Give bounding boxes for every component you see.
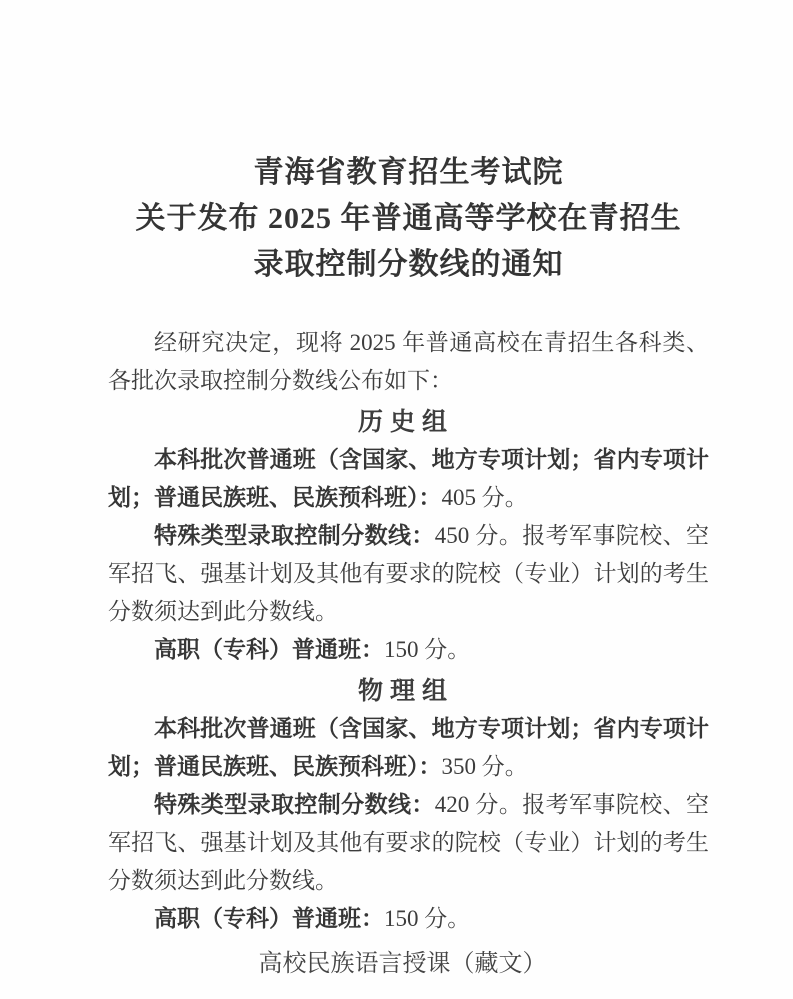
physics-special-score: 420 分。报考军事院校、空军招飞、强基计划及其他有要求的院校（专业）计划的考生分数须达到此分数线。 (108, 792, 710, 893)
history-benke-label: 本科批次普通班（含国家、地方专项计划；省内专项计划；普通民族班、民族预科班）： (108, 447, 709, 510)
physics-special-label: 特殊类型录取控制分数线： (154, 792, 435, 817)
history-gaozhi-label: 高职（专科）普通班： (154, 637, 384, 662)
history-gaozhi-paragraph (108, 631, 709, 669)
section-heading-physics: 物 理 组 (358, 677, 447, 705)
physics-special-paragraph (108, 786, 709, 900)
physics-benke-label: 本科批次普通班（含国家、地方专项计划；省内专项计划；普通民族班、民族预科班）： (108, 716, 709, 779)
history-gaozhi-score: 150 分。 (384, 637, 471, 662)
title-line-2: 关于发布 2025 年普通高等学校在青招生 (135, 202, 682, 235)
physics-benke-paragraph (108, 710, 709, 786)
physics-gaozhi-label: 高职（专科）普通班： (154, 906, 384, 931)
history-benke-score: 405 分。 (441, 485, 528, 510)
intro-paragraph: 经研究决定，现将 2025 年普通高校在青招生各科类、各批次录取控制分数线公布如下： (108, 330, 709, 393)
history-special-score: 450 分。报考军事院校、空军招飞、强基计划及其他有要求的院校（专业）计划的考生分数须达到此分数线。 (108, 523, 710, 624)
title-line-3: 录取控制分数线的通知 (253, 248, 564, 281)
document-title (108, 150, 709, 288)
physics-gaozhi-paragraph (108, 900, 709, 938)
title-line-1: 青海省教育招生考试院 (253, 156, 564, 189)
section-heading-tibetan-language: 高校民族语言授课（藏文） (258, 950, 547, 977)
physics-gaozhi-score: 150 分。 (384, 906, 471, 931)
history-special-label: 特殊类型录取控制分数线： (154, 523, 435, 548)
physics-benke-score: 350 分。 (441, 754, 528, 779)
history-benke-paragraph (108, 441, 709, 517)
history-special-paragraph (108, 517, 709, 631)
section-heading-history: 历 史 组 (358, 408, 447, 436)
